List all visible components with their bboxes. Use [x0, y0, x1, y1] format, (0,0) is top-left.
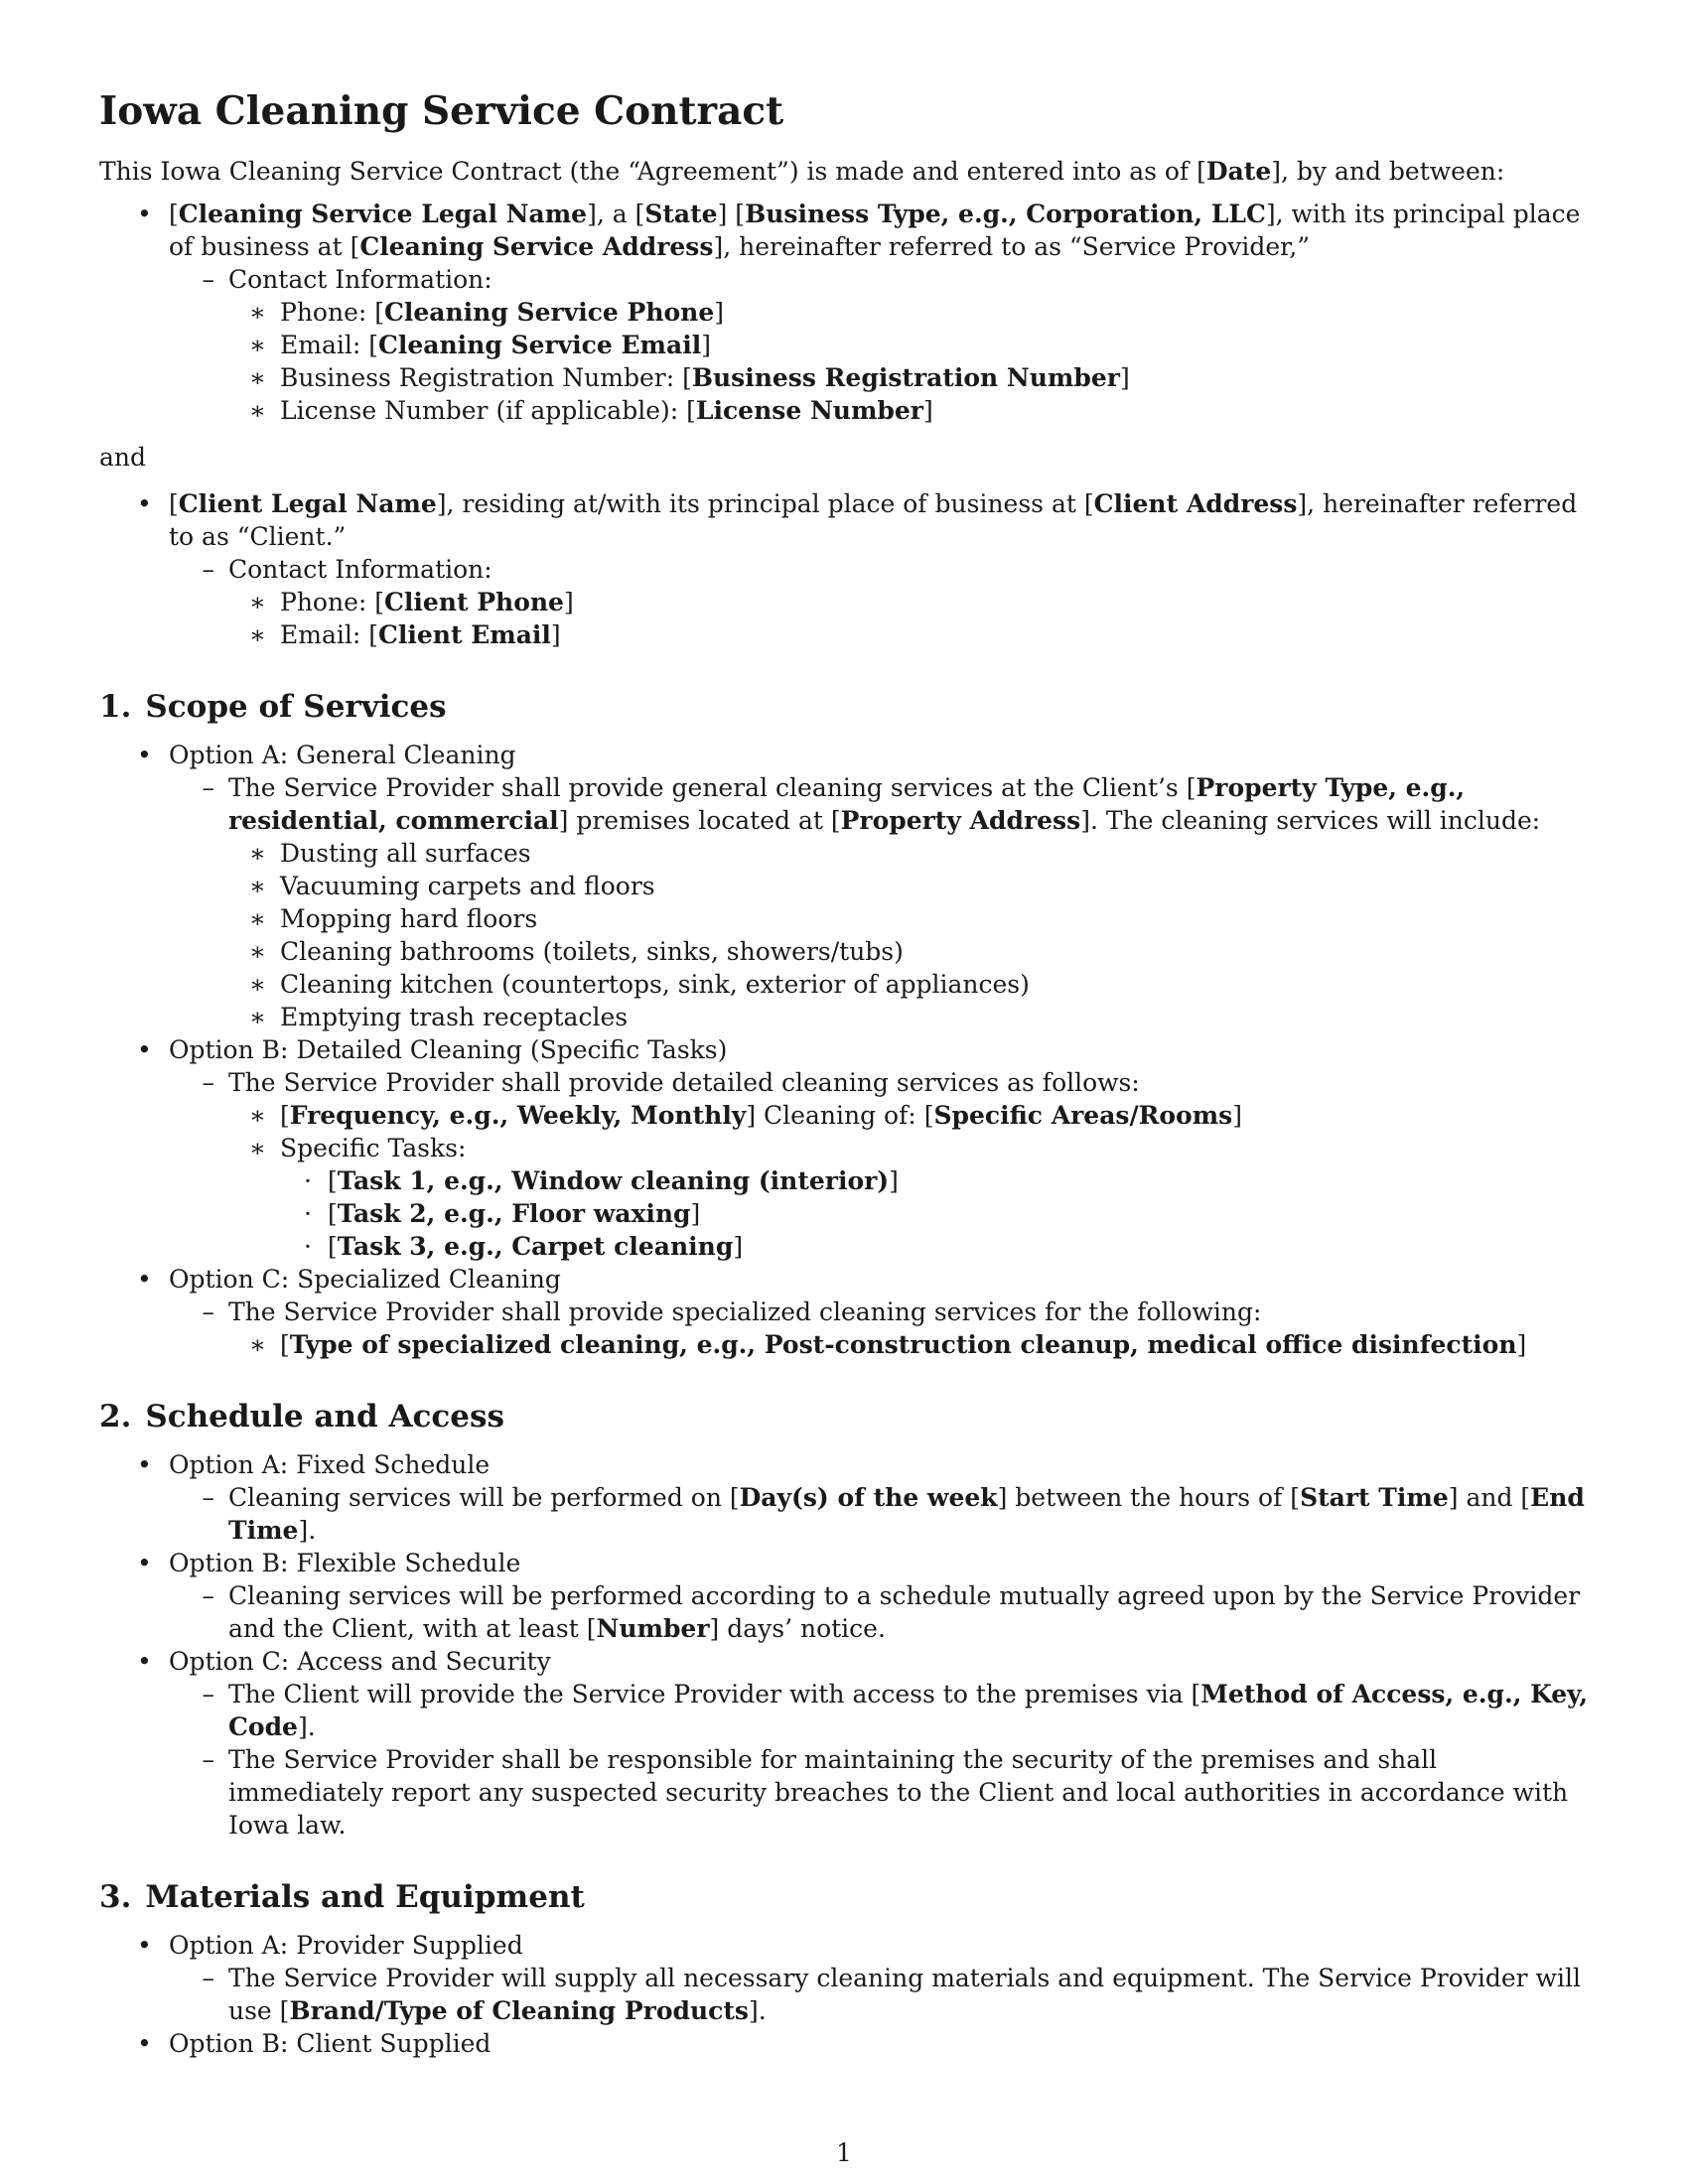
client-contact-details [228, 586, 1589, 651]
provider-list [99, 198, 1589, 427]
text: ] [1232, 1101, 1243, 1130]
option-details [169, 771, 1589, 1033]
section-title: Scope of Services [145, 689, 447, 725]
item-text: Dusting all surfaces [280, 839, 531, 868]
text: ], hereinafter referred to as “Service Provider,” [713, 232, 1311, 261]
task-item [280, 1230, 1589, 1263]
text: ] days’ notice. [709, 1614, 886, 1643]
text: ]. The cleaning services will include: [1080, 806, 1541, 835]
section-heading-materials [99, 1877, 1589, 1917]
star-marker: ∗ [249, 1101, 266, 1130]
text: ], residing at/with its principal place of business at [ [436, 489, 1094, 518]
star-marker: ∗ [249, 839, 266, 868]
item-text: Cleaning kitchen (countertops, sink, exterior of appliances) [280, 970, 1030, 999]
end-time-placeholder: End Time [228, 1483, 1585, 1545]
text: ] [1516, 1330, 1527, 1359]
text: License Number (if applicable): [ [280, 396, 696, 425]
dash-marker: – [202, 265, 214, 294]
text: ] between the hours of [ [997, 1483, 1301, 1512]
option-details [169, 1962, 1589, 2027]
client-list [99, 487, 1589, 651]
list-item [228, 1132, 1589, 1263]
contact-label: Contact Information: [228, 265, 492, 294]
document-page [99, 87, 1589, 2060]
option-detail [169, 1066, 1589, 1263]
option-detail [169, 1743, 1589, 1842]
brand-placeholder: Brand/Type of Cleaning Products [289, 1996, 750, 2025]
text: ], hereinafter referred to as “Client.” [169, 489, 1578, 551]
star-marker: ∗ [249, 872, 266, 900]
text: [ [169, 200, 179, 228]
text: ], with its principal place of business at [ [169, 200, 1581, 261]
text: ], a [ [587, 200, 645, 228]
dash-marker: – [202, 1680, 214, 1708]
provider-business-type: Business Type, e.g., Corporation, LLC [745, 200, 1266, 228]
option-label: Option B: Detailed Cleaning (Specific Tasks) [169, 1035, 728, 1064]
text: ] [701, 331, 711, 359]
contact-item [169, 553, 1589, 651]
text: The Service Provider shall be responsible for maintaining the security of the premises and shall immediately report any suspected security breaches to the Client and local authorities in accordance with Iowa law. [228, 1745, 1569, 1840]
text: [ [280, 1101, 290, 1130]
list-item [228, 1099, 1589, 1132]
dash-marker: – [202, 1483, 214, 1512]
star-marker: ∗ [249, 588, 266, 616]
text: ]. [749, 1996, 767, 2025]
text: ] [563, 588, 574, 616]
dash-marker: – [202, 1964, 214, 1992]
text: ] [690, 1199, 701, 1228]
dash-marker: – [202, 1068, 214, 1097]
detailed-cleaning-items [228, 1099, 1589, 1263]
contact-detail [228, 361, 1589, 394]
item-text: Cleaning bathrooms (toilets, sinks, showers/tubs) [280, 937, 904, 966]
contact-detail [228, 296, 1589, 329]
option-details [169, 1066, 1589, 1263]
star-marker: ∗ [249, 904, 266, 933]
option-label: Option B: Client Supplied [169, 2029, 492, 2058]
dot-marker: · [304, 1199, 312, 1228]
bullet-marker: • [137, 2029, 152, 2058]
contact-detail [228, 394, 1589, 427]
star-marker: ∗ [249, 331, 266, 359]
contact-item [169, 263, 1589, 427]
option-label: Option C: Access and Security [169, 1647, 551, 1676]
list-item [228, 837, 1589, 870]
option-detail [169, 771, 1589, 1033]
option-detail [169, 1296, 1589, 1361]
option-label: Option B: Flexible Schedule [169, 1549, 521, 1577]
text: ] [922, 396, 933, 425]
item-text: Emptying trash receptacles [280, 1003, 629, 1031]
star-marker: ∗ [249, 1330, 266, 1359]
star-marker: ∗ [249, 937, 266, 966]
provider-contact-details [228, 296, 1589, 427]
schedule-option-a [99, 1448, 1589, 1547]
option-detail [169, 1678, 1589, 1743]
option-details [169, 1579, 1589, 1645]
list-item [228, 1001, 1589, 1033]
materials-option-a [99, 1929, 1589, 2027]
text: ] [733, 1232, 744, 1261]
areas-placeholder: Specific Areas/Rooms [933, 1101, 1233, 1130]
item-text: Vacuuming carpets and floors [280, 872, 655, 900]
materials-option-b [99, 2027, 1589, 2060]
text: [ [280, 1330, 290, 1359]
specialized-type-placeholder: Type of specialized cleaning, e.g., Post-construction cleanup, medical office disinfection [289, 1330, 1517, 1359]
provider-state: State [644, 200, 718, 228]
text: ] [ [717, 200, 746, 228]
text: Email: [ [280, 331, 378, 359]
option-details [169, 1481, 1589, 1547]
intro-text: This Iowa Cleaning Service Contract (the “Agreement”) is made and entered into as of [ [99, 157, 1206, 186]
contact-detail [228, 329, 1589, 361]
contact-detail [228, 618, 1589, 651]
document-title: Iowa Cleaning Service Contract [99, 88, 784, 134]
text: The Client will provide the Service Provider with access to the premises via [ [228, 1680, 1201, 1708]
client-contact-list [169, 553, 1589, 651]
star-marker: ∗ [249, 1134, 266, 1162]
task-placeholder: Task 2, e.g., Floor waxing [337, 1199, 691, 1228]
bullet-marker: • [137, 200, 152, 228]
provider-contact-list [169, 263, 1589, 427]
scope-options [99, 739, 1589, 1361]
task-item [280, 1164, 1589, 1197]
text: The Service Provider will supply all necessary cleaning materials and equipment. The Service Provider will use [ [228, 1964, 1581, 2025]
provider-license-number: License Number [695, 396, 923, 425]
access-method-placeholder: Method of Access, e.g., Key, Code [228, 1680, 1589, 1741]
text: Cleaning services will be performed on [ [228, 1483, 740, 1512]
intro-text: ], by and between: [1271, 157, 1505, 186]
bullet-marker: • [137, 1265, 152, 1294]
schedule-option-c [99, 1645, 1589, 1842]
bullet-marker: • [137, 1931, 152, 1960]
bullet-marker: • [137, 489, 152, 518]
list-item [228, 1328, 1589, 1361]
text: [ [169, 489, 179, 518]
option-detail [169, 1579, 1589, 1645]
general-cleaning-items [228, 837, 1589, 1033]
text: Cleaning services will be performed according to a schedule mutually agreed upon by the Service Provider and the Client, with at least [ [228, 1581, 1581, 1643]
text: The Service Provider shall provide general cleaning services at the Client’s [ [228, 773, 1196, 802]
section-heading-scope [99, 687, 1589, 727]
option-detail [169, 1481, 1589, 1547]
text: Business Registration Number: [ [280, 363, 692, 392]
text: [ [328, 1199, 338, 1228]
provider-email: Cleaning Service Email [377, 331, 702, 359]
schedule-options [99, 1448, 1589, 1842]
provider-item [99, 198, 1589, 427]
specific-tasks [280, 1164, 1589, 1263]
contact-detail [228, 586, 1589, 618]
client-phone: Client Phone [384, 588, 564, 616]
text: ] Cleaning of: [ [746, 1101, 934, 1130]
section-title: Materials and Equipment [145, 1879, 585, 1915]
text: ]. [297, 1712, 316, 1741]
list-item [228, 968, 1589, 1001]
option-detail [169, 1962, 1589, 2027]
property-address-placeholder: Property Address [840, 806, 1081, 835]
scope-option-c [99, 1263, 1589, 1361]
star-marker: ∗ [249, 620, 266, 649]
list-item [228, 902, 1589, 935]
client-address: Client Address [1093, 489, 1298, 518]
dash-marker: – [202, 555, 214, 584]
task-placeholder: Task 3, e.g., Carpet cleaning [337, 1232, 734, 1261]
intro-paragraph [99, 155, 1589, 188]
option-details [169, 1296, 1589, 1361]
item-text: Mopping hard floors [280, 904, 538, 933]
text: ]. [298, 1516, 317, 1545]
date-placeholder: Date [1205, 157, 1272, 186]
client-item [99, 487, 1589, 651]
number-placeholder: Number [596, 1614, 710, 1643]
star-marker: ∗ [249, 363, 266, 392]
specialized-items [228, 1328, 1589, 1361]
schedule-option-b [99, 1547, 1589, 1645]
star-marker: ∗ [249, 1003, 266, 1031]
list-item [228, 935, 1589, 968]
text: ] [550, 620, 561, 649]
bullet-marker: • [137, 1647, 152, 1676]
text: The Service Provider shall provide specialized cleaning services for the following: [228, 1297, 1262, 1326]
property-type-placeholder: Property Type, e.g., residential, commercial [228, 773, 1466, 835]
text: Phone: [ [280, 588, 384, 616]
scope-option-a [99, 739, 1589, 1033]
dash-marker: – [202, 1581, 214, 1610]
provider-legal-name: Cleaning Service Legal Name [178, 200, 588, 228]
contact-label: Contact Information: [228, 555, 492, 584]
scope-option-b [99, 1033, 1589, 1263]
provider-registration-number: Business Registration Number [691, 363, 1120, 392]
and-text: and [99, 443, 147, 472]
option-label: Option A: Provider Supplied [169, 1931, 523, 1960]
section-number: 3. [99, 1879, 132, 1915]
option-details [169, 1678, 1589, 1842]
option-label: Option C: Specialized Cleaning [169, 1265, 561, 1294]
star-marker: ∗ [249, 298, 266, 327]
option-label: Option A: General Cleaning [169, 741, 516, 769]
section-title: Schedule and Access [145, 1399, 504, 1434]
bullet-marker: • [137, 741, 152, 769]
task-item [280, 1197, 1589, 1230]
text: Email: [ [280, 620, 378, 649]
text: [ [328, 1166, 338, 1195]
star-marker: ∗ [249, 396, 266, 425]
star-marker: ∗ [249, 970, 266, 999]
client-legal-name: Client Legal Name [178, 489, 437, 518]
dot-marker: · [304, 1232, 312, 1261]
option-label: Option A: Fixed Schedule [169, 1450, 491, 1479]
text: ] [1119, 363, 1130, 392]
dash-marker: – [202, 773, 214, 802]
section-heading-schedule [99, 1397, 1589, 1436]
text: [ [328, 1232, 338, 1261]
task-placeholder: Task 1, e.g., Window cleaning (interior) [337, 1166, 890, 1195]
text: ] [714, 298, 725, 327]
section-number: 1. [99, 689, 132, 725]
text: Specific Tasks: [280, 1134, 467, 1162]
provider-address: Cleaning Service Address [359, 232, 714, 261]
start-time-placeholder: Start Time [1300, 1483, 1449, 1512]
text: Phone: [ [280, 298, 384, 327]
section-number: 2. [99, 1399, 132, 1434]
client-email: Client Email [377, 620, 551, 649]
frequency-placeholder: Frequency, e.g., Weekly, Monthly [289, 1101, 747, 1130]
text: ] [889, 1166, 899, 1195]
days-placeholder: Day(s) of the week [739, 1483, 998, 1512]
text: The Service Provider shall provide detailed cleaning services as follows: [228, 1068, 1140, 1097]
dot-marker: · [304, 1166, 312, 1195]
dash-marker: – [202, 1297, 214, 1326]
dash-marker: – [202, 1745, 214, 1774]
bullet-marker: • [137, 1549, 152, 1577]
bullet-marker: • [137, 1035, 152, 1064]
text: ] and [ [1448, 1483, 1531, 1512]
bullet-marker: • [137, 1450, 152, 1479]
page-number: 1 [836, 2138, 852, 2167]
materials-options [99, 1929, 1589, 2060]
text: ] premises located at [ [558, 806, 841, 835]
list-item [228, 870, 1589, 902]
provider-phone: Cleaning Service Phone [384, 298, 715, 327]
